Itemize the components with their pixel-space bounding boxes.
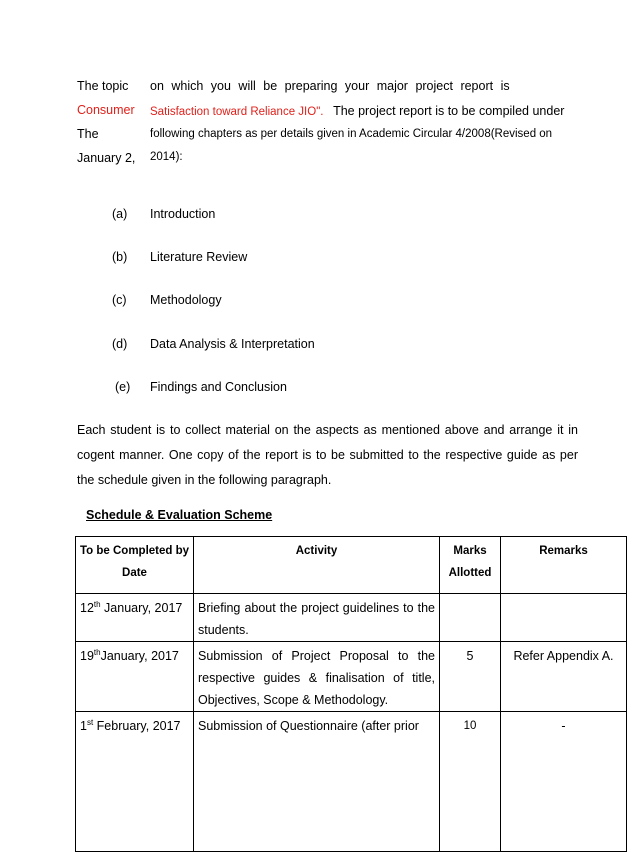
intro-topic-red: Satisfaction toward Reliance JIO". — [150, 106, 324, 118]
activity-cell: Briefing about the project guidelines to the students. — [194, 594, 440, 642]
schedule-table — [75, 536, 627, 852]
chapter-title: Methodology — [150, 293, 222, 307]
chapter-label: (b) — [112, 250, 128, 264]
header-marks-line-2: Allotted — [448, 567, 492, 579]
intro-left-line-1: The topic — [77, 79, 129, 93]
date-suffix: th — [93, 599, 101, 609]
header-remarks: Remarks — [501, 537, 627, 594]
table-row — [76, 594, 627, 642]
date-day: 12 — [80, 601, 94, 615]
remarks-cell: - — [501, 712, 627, 852]
table-row — [76, 642, 627, 712]
intro-line-4: 2014): — [150, 151, 183, 163]
intro-left-line-2: Consumer — [77, 103, 135, 117]
intro-line-3: following chapters as per details given in Academic Circular 4/2008(Revised on — [150, 128, 553, 140]
chapter-label: (a) — [112, 207, 128, 221]
header-date — [76, 537, 194, 594]
date-suffix: th — [93, 647, 101, 657]
date-rest: February, 2017 — [93, 719, 181, 733]
table-header-row — [76, 537, 627, 594]
header-date-line-2: Date — [122, 567, 147, 579]
date-rest: January, 2017 — [100, 649, 179, 663]
chapter-title: Introduction — [150, 207, 216, 221]
marks-cell: 10 — [440, 712, 501, 852]
date-cell — [76, 594, 194, 642]
remarks-cell: Refer Appendix A. — [501, 642, 627, 712]
date-day: 1 — [80, 719, 87, 733]
chapter-title: Findings and Conclusion — [150, 380, 287, 394]
chapter-label: (c) — [112, 293, 127, 307]
intro-line-2-rest: The project report is to be compiled under — [333, 104, 565, 118]
activity-cell: Submission of Project Proposal to the respective guides & finalisation of title, Objectives, Scope & Methodology. — [194, 642, 440, 712]
schedule-heading: Schedule & Evaluation Scheme — [86, 508, 273, 522]
chapter-label: (d) — [112, 337, 128, 351]
chapter-title: Data Analysis & Interpretation — [150, 337, 315, 351]
table-row — [76, 712, 627, 852]
intro-line-2 — [150, 104, 564, 118]
header-marks-line-1: Marks — [453, 545, 487, 557]
chapter-title: Literature Review — [150, 250, 248, 264]
marks-cell: 5 — [440, 642, 501, 712]
date-cell — [76, 712, 194, 852]
header-activity: Activity — [194, 537, 440, 594]
intro-left-line-3: The — [77, 127, 99, 141]
chapter-label: (e) — [115, 380, 131, 394]
remarks-cell — [501, 594, 627, 642]
activity-cell: Submission of Questionnaire (after prior — [194, 712, 440, 852]
intro-line-1: on which you will be preparing your major project report is — [150, 79, 510, 93]
intro-left-line-4: January 2, — [77, 151, 136, 165]
header-date-line-1: To be Completed by — [80, 545, 190, 557]
marks-cell — [440, 594, 501, 642]
date-day: 19 — [80, 649, 94, 663]
instruction-paragraph: Each student is to collect material on the aspects as mentioned above and arrange it in cogent manner. One copy of the report is to be submitted to the respective guide as per the schedule given in the following paragraph. — [77, 423, 578, 487]
date-suffix: st — [86, 717, 94, 727]
date-cell — [76, 642, 194, 712]
date-rest: January, 2017 — [100, 601, 183, 615]
header-marks — [440, 537, 501, 594]
